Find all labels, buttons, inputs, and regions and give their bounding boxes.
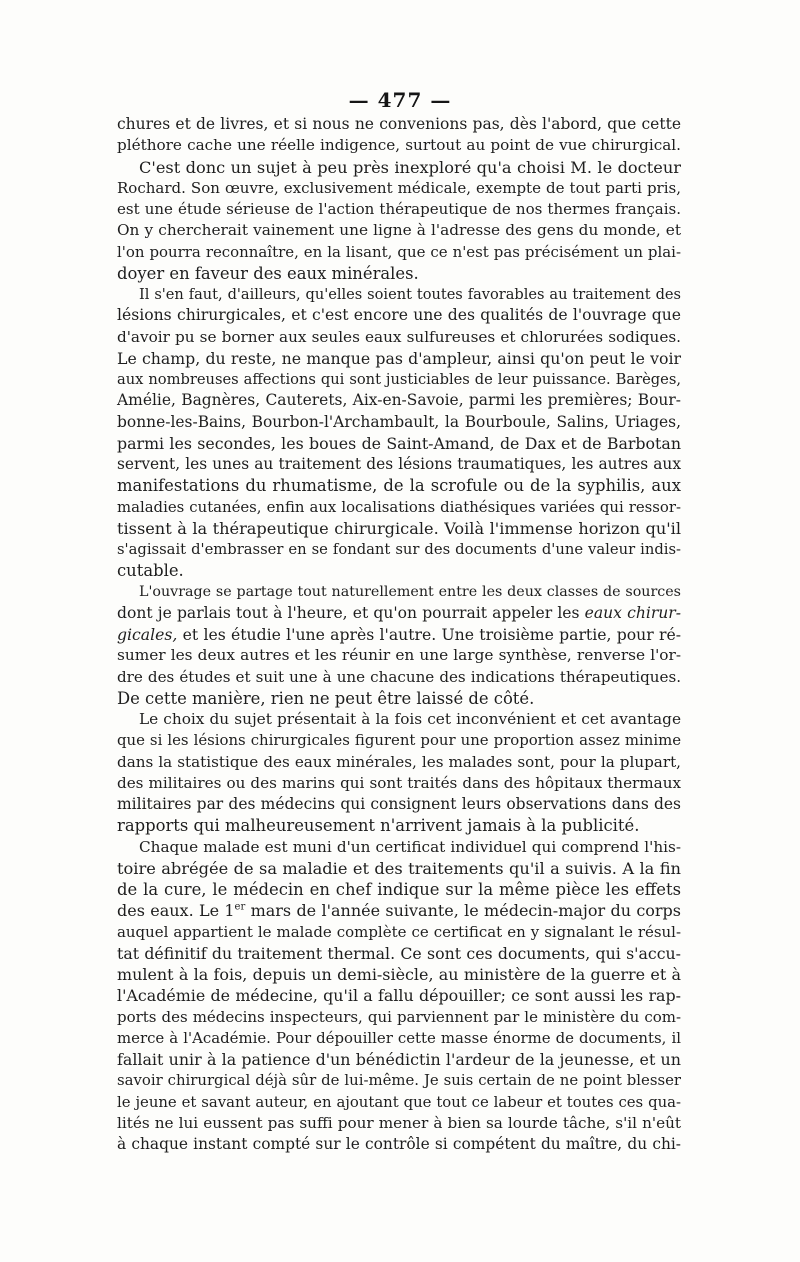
text-line: Il s'en faut, d'ailleurs, qu'elles soient toutes favorables au traitement des [139, 286, 681, 303]
text-line: pléthore cache une réelle indigence, surtout au point de vue chirurgical. [117, 136, 681, 155]
page-number: — 477 — [348, 88, 452, 112]
text-line: Amélie, Bagnères, Cauterets, Aix-en-Savoie, parmi les premières; Bour- [117, 391, 681, 410]
text-line: merce à l'Académie. Pour dépouiller cette masse énorme de documents, il [117, 1028, 681, 1047]
text-line: doyer en faveur des eaux minérales. [117, 263, 419, 283]
text-line: tat définitif du traitement thermal. Ce sont ces documents, qui s'accu- [117, 943, 681, 963]
text-line: le jeune et savant auteur, en ajoutant que tout ce labeur et toutes ces qua- [117, 1093, 681, 1111]
text-line: auquel appartient le malade complète ce certificat en y signalant le résul- [117, 922, 681, 941]
text-line: On y chercherait vainement une ligne à l'adresse des gens du monde, et [117, 221, 681, 240]
text-line: aux nombreuses affections qui sont justiciables de leur puissance. Barèges, [117, 371, 681, 388]
text-line: l'on pourra reconnaître, en la lisant, que ce n'est pas précisément un plai- [117, 242, 681, 261]
text-line [117, 900, 681, 921]
text-line: Le choix du sujet présentait à la fois cet inconvénient et cet avantage [139, 710, 681, 728]
text-line: d'avoir pu se borner aux seules eaux sulfureuses et chlorurées sodiques. [117, 327, 681, 346]
text-line: ports des médecins inspecteurs, qui parviennent par le ministère du com- [117, 1007, 681, 1026]
text-line: chures et de livres, et si nous ne convenions pas, dès l'abord, que cette [117, 115, 681, 133]
text-line: mulent à la fois, depuis un demi-siècle, au ministère de la guerre et à [117, 965, 681, 984]
text-line: à chaque instant compté sur le contrôle si compétent du maître, du chi- [117, 1135, 681, 1153]
text-segment: et les étudie l'une après l'autre. Une troisième partie, pour ré- [182, 625, 681, 644]
text-segment: dont je parlais tout à l'heure, et qu'on pourrait appeler les [117, 603, 580, 622]
ordinal-superscript: er [234, 901, 246, 913]
text-line: parmi les secondes, les boues de Saint-Amand, de Dax et de Barbotan [117, 433, 681, 453]
body-text [117, 114, 681, 1155]
text-line: fallait unir à la patience d'un bénédictin l'ardeur de la jeunesse, et un [117, 1050, 681, 1069]
text-line: que si les lésions chirurgicales figurent pour une proportion assez minime [117, 731, 681, 750]
text-line: des militaires ou des marins qui sont traités dans des hôpitaux thermaux [117, 773, 681, 792]
text-segment: des eaux. Le 1 [117, 901, 235, 921]
text-line: Chaque malade est muni d'un certificat individuel qui comprend l'his- [139, 837, 681, 856]
text-line: cutable. [117, 561, 184, 581]
text-line: tissent à la thérapeutique chirurgicale. Voilà l'immense horizon qu'il [117, 518, 681, 538]
text-line: rapports qui malheureusement n'arrivent jamais à la publicité. [117, 816, 640, 836]
text-line: s'agissait d'embrasser en se fondant sur des documents d'une valeur indis- [117, 541, 681, 558]
text-line [117, 624, 681, 645]
text-line: lités ne lui eussent pas suffi pour mener à bien sa lourde tâche, s'il n'eût [117, 1113, 681, 1132]
text-line: dre des études et suit une à une chacune des indications thérapeutiques. [117, 667, 681, 686]
text-line: l'Académie de médecine, qu'il a fallu dépouiller; ce sont aussi les rap- [117, 986, 681, 1006]
text-line: bonne-les-Bains, Bourbon-l'Archambault, la Bourboule, Salins, Uriages, [117, 412, 681, 431]
text-segment: mars de l'année suivante, le médecin-major du corps [250, 901, 682, 921]
text-line: Le champ, du reste, ne manque pas d'ampleur, ainsi qu'on peut le voir [117, 348, 681, 368]
text-line: dans la statistique des eaux minérales, les malades sont, pour la plupart, [117, 752, 681, 771]
italic-term: eaux chirur- [584, 603, 681, 622]
text-line: maladies cutanées, enfin aux localisations diathésiques variées qui ressor- [117, 497, 681, 516]
text-line: savoir chirurgical déjà sûr de lui-même. Je suis certain de ne point blesser [117, 1071, 681, 1090]
text-line: toire abrégée de sa maladie et des traitements qu'il a suivis. A la fin [117, 858, 681, 878]
text-line: manifestations du rhumatisme, de la scrofule ou de la syphilis, aux [117, 476, 681, 496]
text-line: militaires par des médecins qui consignent leurs observations dans des [117, 795, 681, 813]
text-line [117, 603, 681, 624]
text-line: L'ouvrage se partage tout naturellement entre les deux classes de sources [139, 583, 681, 600]
text-line: C'est donc un sujet à peu près inexploré qu'a choisi M. le docteur [139, 157, 681, 177]
text-line: servent, les unes au traitement des lésions traumatiques, les autres aux [117, 455, 681, 473]
text-line: lésions chirurgicales, et c'est encore une des qualités de l'ouvrage que [117, 306, 681, 325]
text-line: De cette manière, rien ne peut être laissé de côté. [117, 688, 535, 708]
italic-term: gicales, [117, 625, 178, 644]
text-line: Rochard. Son œuvre, exclusivement médicale, exempte de tout parti pris, [117, 178, 681, 197]
text-line: de la cure, le médecin en chef indique sur la même pièce les effets [117, 880, 681, 899]
text-line: est une étude sérieuse de l'action thérapeutique de nos thermes français. [117, 200, 681, 218]
text-line: sumer les deux autres et les réunir en une large synthèse, renverse l'or- [117, 646, 681, 665]
